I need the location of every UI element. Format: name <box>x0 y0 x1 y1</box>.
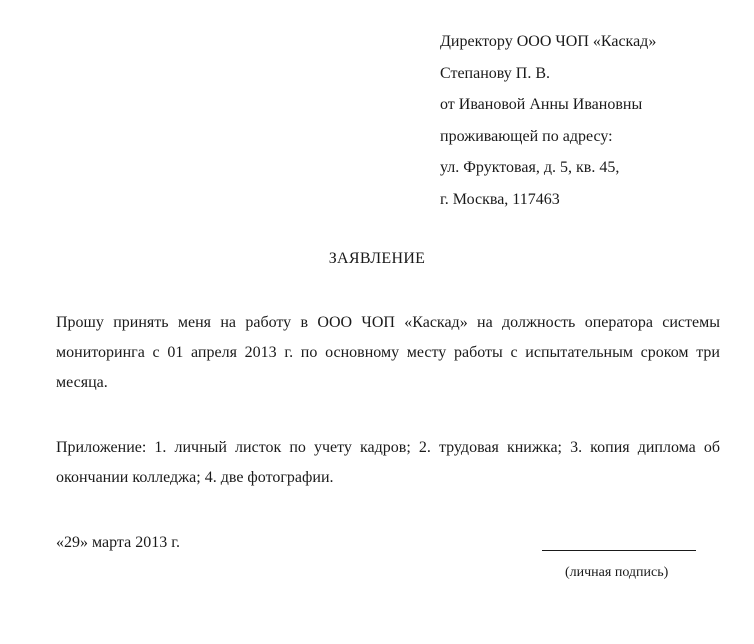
signature-label: (личная подпись) <box>565 565 669 580</box>
addressee-line-name: Степанову П. В. <box>440 64 551 82</box>
request-paragraph: Прошу принять меня на работу в ООО ЧОП «Каскад» на должность оператора системы мониторинга с 01 апреля 2013 г. по основному месту работы с испытательным сроком три месяца. <box>56 314 720 391</box>
sender-line-street: ул. Фруктовая, д. 5, кв. 45, <box>440 159 620 177</box>
document-date: «29» марта 2013 г. <box>56 534 180 551</box>
attachments-paragraph: Приложение: 1. личный листок по учету кадров; 2. трудовая книжка; 3. копия диплома об окончании колледжа; 4. две фотографии. <box>56 439 720 486</box>
sender-line-city: г. Москва, 117463 <box>440 190 560 208</box>
document-title: ЗАЯВЛЕНИЕ <box>328 250 426 267</box>
addressee-line-director: Директору ООО ЧОП «Каскад» <box>440 33 657 50</box>
signature-line <box>542 550 696 551</box>
addressee-block <box>440 26 656 216</box>
sender-line-address-label: проживающей по адресу: <box>440 127 613 145</box>
sender-line-name: от Ивановой Анны Ивановны <box>440 96 643 114</box>
